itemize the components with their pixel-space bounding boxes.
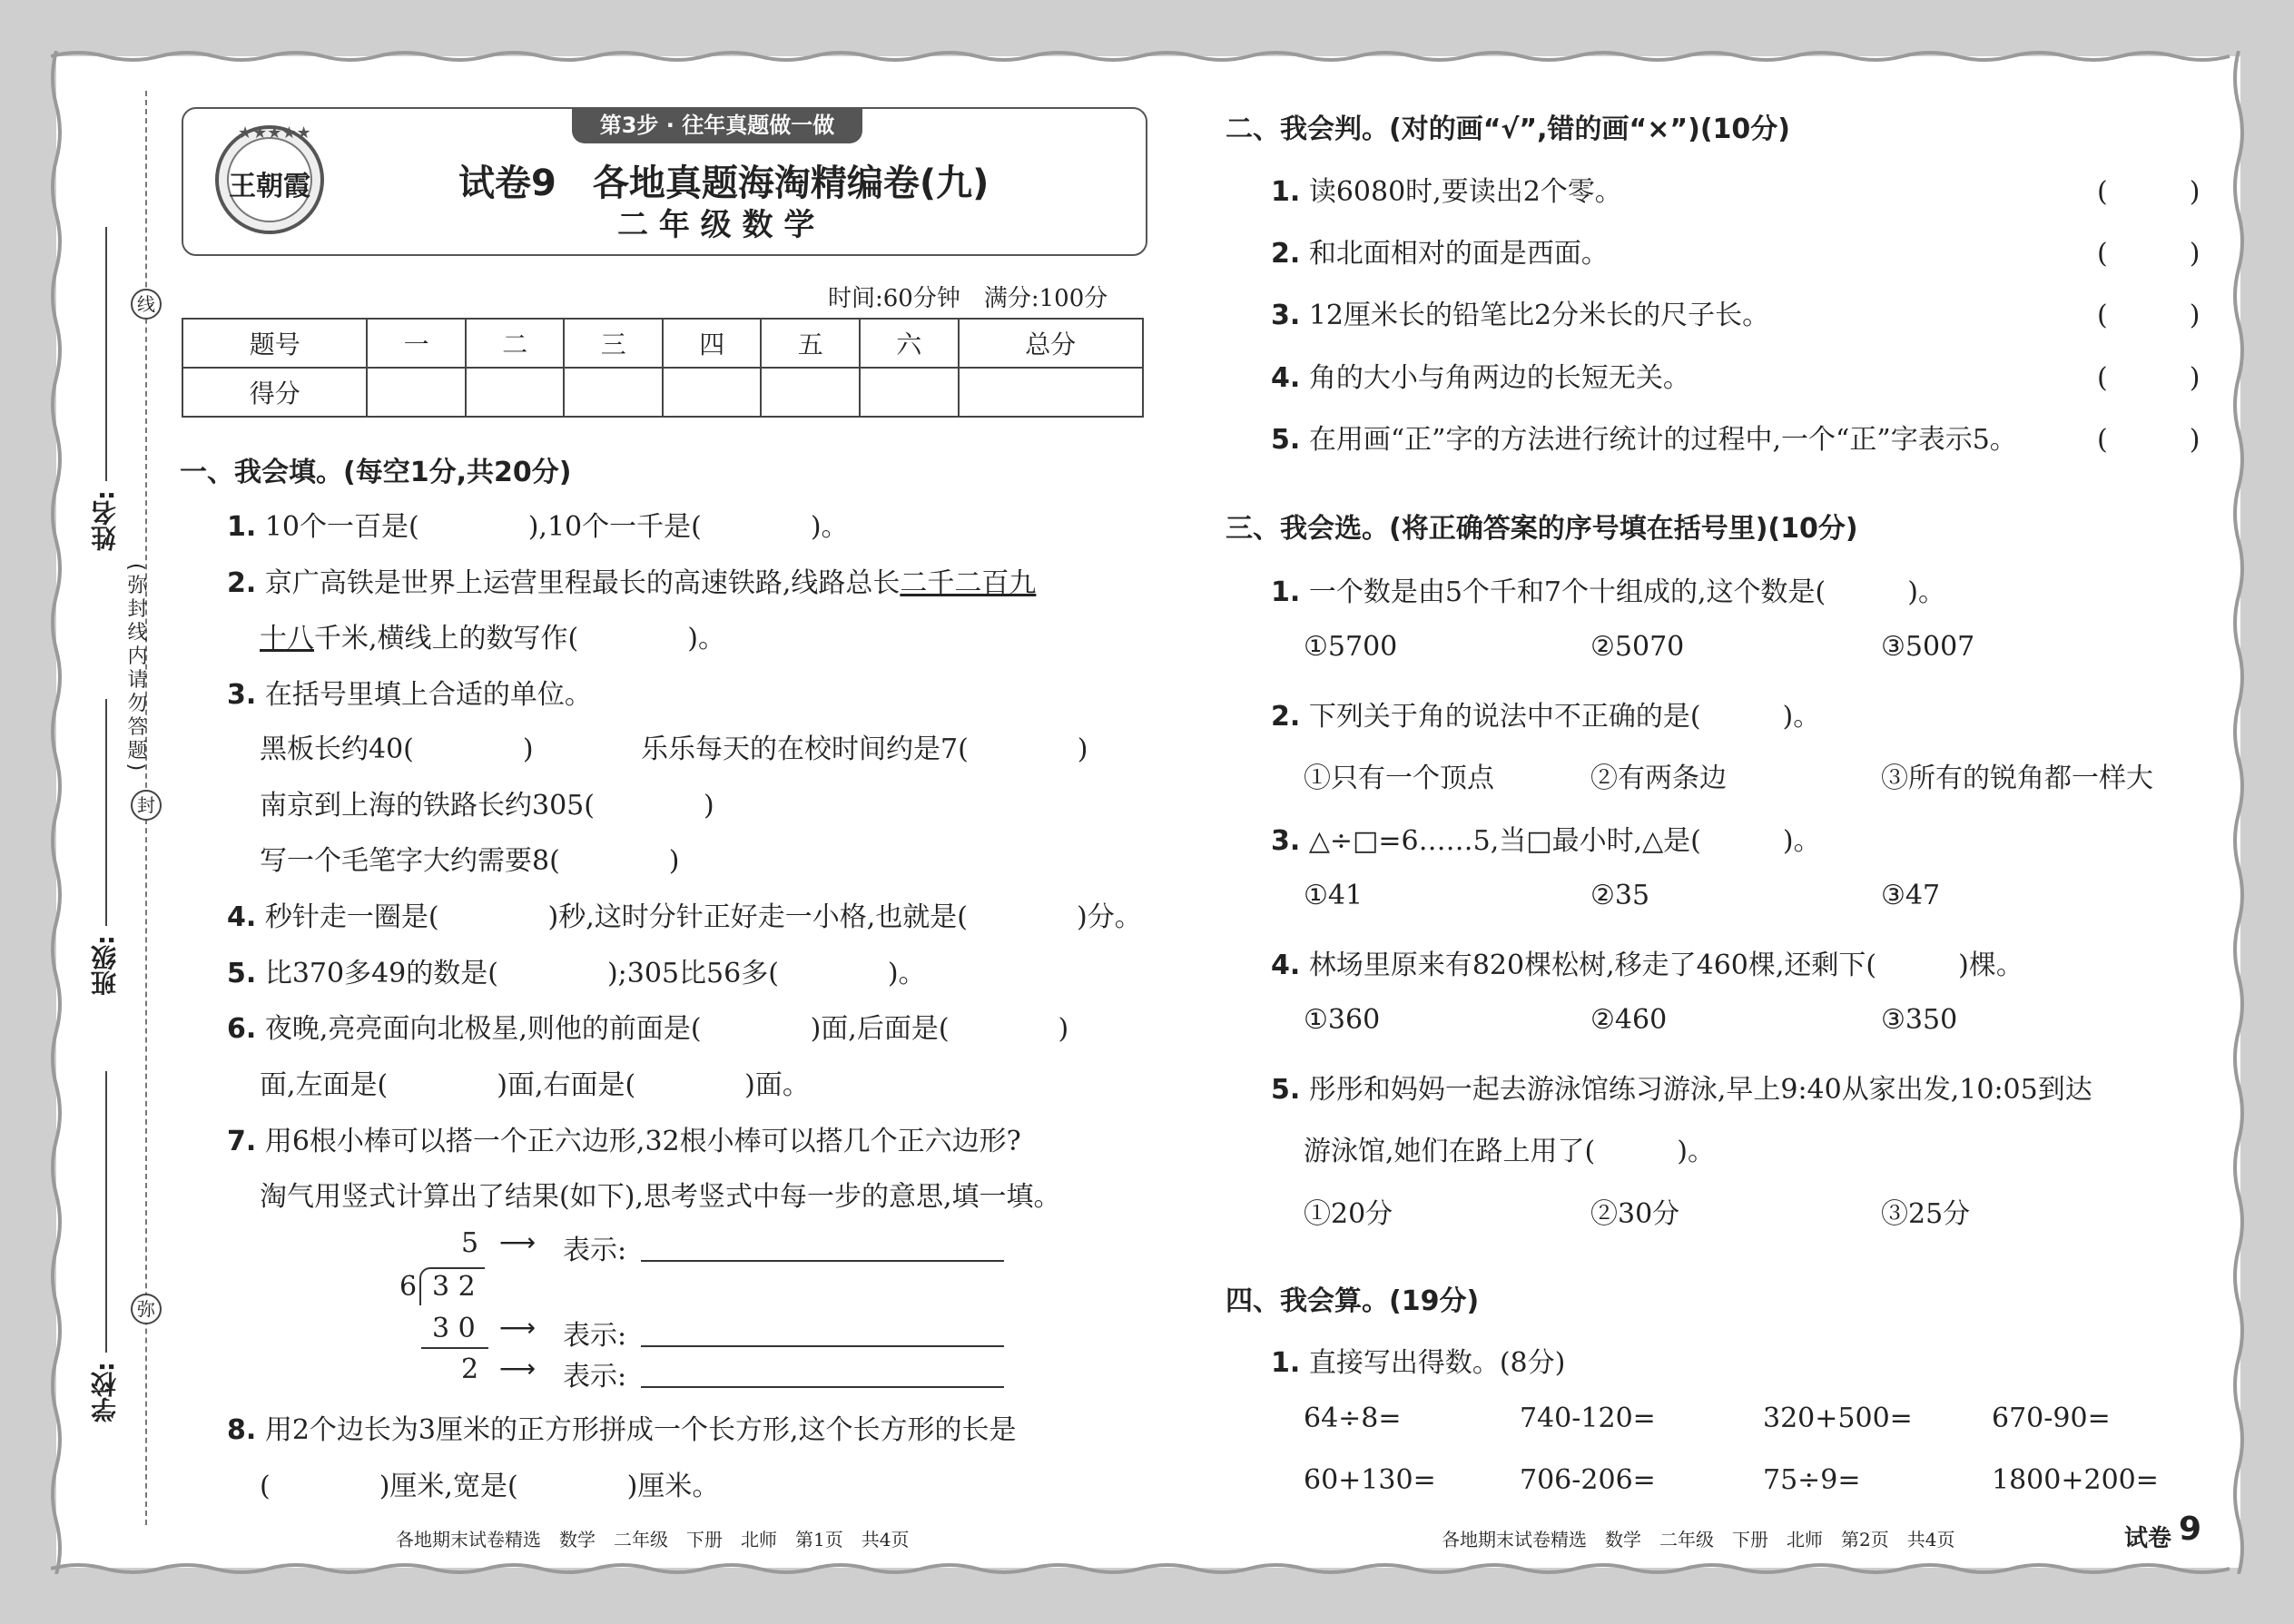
logo-text: 王朝霞 — [229, 171, 310, 202]
q1-3-a: 黑板长约40( ) — [260, 733, 534, 765]
meaning-label: 表示: — [563, 1320, 627, 1352]
option-text: 47 — [1905, 880, 1941, 911]
choice-option[interactable] — [1590, 631, 1684, 663]
calc-item[interactable]: 1800+200= — [1992, 1464, 2159, 1496]
score-table-score-row — [182, 368, 1143, 417]
choice-option[interactable] — [1590, 1004, 1667, 1036]
option-text: 360 — [1327, 1004, 1381, 1036]
question-text: 在用画“正”字的方法进行统计的过程中,一个“正”字表示5。 — [1308, 424, 2017, 456]
option-marker: ③ — [1881, 763, 1908, 794]
score-col-header: 三 — [564, 319, 663, 368]
question-text: 读6080时,要读出2个零。 — [1308, 176, 1622, 208]
choice-option[interactable] — [1590, 1191, 1679, 1231]
meaning-label: 表示: — [563, 1361, 627, 1393]
question-text: 夜晚,亮亮面向北极星,则他的前面是( )面,后面是( ) — [264, 1013, 1069, 1045]
question-text: 下列关于角的说法中不正确的是( )。 — [1308, 701, 1821, 733]
option-text: 41 — [1327, 880, 1364, 911]
question-number: 4. — [227, 901, 257, 933]
question-text: 林场里原来有820棵松树,移走了460棵,还剩下( )棵。 — [1308, 950, 2023, 981]
arrow-3: ⟶ — [499, 1353, 537, 1383]
class-label: 班级: — [90, 935, 120, 997]
choice-option[interactable] — [1304, 755, 1494, 795]
name-field[interactable] — [105, 227, 107, 481]
question-number: 2. — [1271, 238, 1301, 270]
section2-title: 二、我会判。(对的画“√”,错的画“×”)(10分) — [1226, 113, 1791, 145]
seal-mi-label: 弥 — [131, 1294, 162, 1324]
choice-option[interactable] — [1304, 631, 1397, 663]
step-badge: 第3步 · 往年真题做一做 — [572, 107, 862, 143]
question-number: 6. — [227, 1013, 257, 1045]
q1-5 — [227, 950, 926, 990]
score-col-header: 六 — [860, 319, 959, 368]
division-divisor: 6 — [399, 1271, 418, 1303]
choice-option[interactable] — [1881, 631, 1974, 663]
option-text: 5700 — [1327, 631, 1398, 663]
calc-item[interactable]: 670-90= — [1992, 1403, 2111, 1434]
question-text: 京广高铁是世界上运营里程最长的高速铁路,线路总长 — [264, 567, 901, 599]
score-col-header: 二 — [466, 319, 565, 368]
option-marker: ② — [1590, 1198, 1618, 1230]
calc-question — [1271, 1340, 1565, 1380]
calc-item[interactable]: 64÷8= — [1304, 1403, 1402, 1434]
q1-2 — [227, 560, 1036, 600]
judge-answer-blank[interactable]: ( ) — [2097, 362, 2200, 394]
option-marker: ② — [1590, 631, 1615, 663]
option-text: 只有一个顶点 — [1331, 763, 1494, 794]
q1-3-c: 南京到上海的铁路长约305( ) — [260, 790, 714, 822]
wavy-border-left — [49, 51, 64, 1574]
score-table — [182, 318, 1144, 418]
question-number: 3. — [227, 679, 257, 711]
q1-3-d: 写一个毛笔字大约需要8( ) — [260, 845, 680, 877]
option-marker: ① — [1304, 880, 1328, 911]
judge-answer-blank[interactable]: ( ) — [2097, 176, 2200, 208]
option-text: 30分 — [1618, 1198, 1680, 1230]
calc-item[interactable]: 75÷9= — [1763, 1464, 1861, 1496]
wavy-border-right — [2231, 51, 2246, 1574]
q1-6 — [227, 1006, 1068, 1046]
choice-option[interactable] — [1304, 880, 1363, 911]
judge-item — [1271, 417, 2017, 457]
question-number: 3. — [1271, 300, 1301, 331]
score-cell[interactable] — [663, 368, 762, 417]
question-number: 3. — [1271, 825, 1301, 857]
judge-answer-blank[interactable]: ( ) — [2097, 300, 2200, 331]
question-text: 在括号里填上合适的单位。 — [264, 679, 592, 711]
choice-item — [1271, 942, 2023, 982]
question-text: 秒针走一圈是( )秒,这时分针正好走一小格,也就是( )分。 — [264, 901, 1142, 933]
question-text: 和北面相对的面是西面。 — [1308, 238, 1609, 270]
question-number: 5. — [227, 958, 257, 989]
option-text: 460 — [1614, 1004, 1668, 1036]
meaning-label: 表示: — [563, 1235, 627, 1266]
calc-item[interactable]: 706-206= — [1520, 1464, 1656, 1496]
question-number: 1. — [1271, 176, 1301, 208]
question-text: 彤彤和妈妈一起去游泳馆练习游泳,早上9:40从家出发,10:05到达 — [1308, 1074, 2092, 1106]
calc-item[interactable]: 60+130= — [1304, 1464, 1436, 1496]
option-text: 所有的锐角都一样大 — [1908, 763, 2153, 794]
division-product: 3 0 — [432, 1313, 476, 1344]
brand-logo — [202, 118, 338, 236]
question-number: 5. — [1271, 424, 1301, 456]
judge-item — [1271, 355, 1690, 395]
choice-item — [1271, 1067, 2092, 1107]
option-marker: ② — [1590, 880, 1615, 911]
score-cell[interactable] — [860, 368, 959, 417]
question-number: 2. — [227, 567, 257, 599]
division-rule — [421, 1347, 488, 1349]
class-field[interactable] — [105, 699, 107, 926]
question-text: 一个数是由5个千和7个十组成的,这个数是( )。 — [1308, 576, 1945, 608]
q1-3 — [227, 672, 592, 712]
option-text: 5070 — [1614, 631, 1685, 663]
choice-option[interactable] — [1304, 1191, 1393, 1231]
section3-title: 三、我会选。(将正确答案的序号填在括号里)(10分) — [1226, 513, 1858, 545]
arrow-2: ⟶ — [499, 1313, 537, 1343]
score-col-header: 总分 — [959, 319, 1143, 368]
footer-left: 各地期末试卷精选 数学 二年级 下册 北师 第1页 共4页 — [396, 1529, 910, 1550]
question-number: 4. — [1271, 950, 1301, 981]
choice-option[interactable] — [1881, 1004, 1957, 1036]
option-marker: ② — [1590, 1004, 1615, 1036]
school-field[interactable] — [105, 1071, 107, 1353]
score-col-header: 一 — [367, 319, 466, 368]
wavy-border-bottom — [51, 1561, 2246, 1576]
division-quotient: 5 — [461, 1227, 479, 1259]
question-number: 4. — [1271, 362, 1301, 394]
q1-8 — [227, 1407, 1017, 1447]
time-info: 时间:60分钟 满分:100分 — [828, 285, 1108, 312]
judge-item — [1271, 292, 1769, 332]
option-marker: ① — [1304, 763, 1331, 794]
footer-right: 各地期末试卷精选 数学 二年级 下册 北师 第2页 共4页 — [1442, 1529, 1955, 1550]
meaning-input-1[interactable] — [641, 1260, 1004, 1262]
option-marker: ① — [1304, 1004, 1328, 1036]
choice-item — [1271, 818, 1821, 858]
choice-item — [1271, 694, 1820, 733]
choice-option[interactable] — [1881, 880, 1940, 911]
option-marker: ③ — [1881, 1198, 1908, 1230]
option-marker: ③ — [1881, 631, 1905, 663]
option-marker: ① — [1304, 1198, 1331, 1230]
question-number: 5. — [1271, 1074, 1301, 1106]
q1-1 — [227, 504, 849, 544]
option-text: 25分 — [1908, 1198, 1971, 1230]
division-dividend: 3 2 — [432, 1271, 476, 1303]
question-text: 直接写出得数。(8分) — [1308, 1347, 1566, 1379]
underlined-text: 二千二百九 — [900, 567, 1037, 599]
q1-8-line2: ( )厘米,宽是( )厘米。 — [260, 1471, 720, 1502]
choice-option[interactable] — [1881, 1191, 1970, 1231]
division-remainder: 2 — [461, 1353, 479, 1385]
question-text: 用2个边长为3厘米的正方形拼成一个长方形,这个长方形的长是 — [264, 1414, 1017, 1446]
question-number: 1. — [1271, 576, 1301, 608]
calc-item[interactable]: 740-120= — [1520, 1403, 1656, 1434]
section1-title: 一、我会填。(每空1分,共20分) — [180, 457, 572, 488]
choice-item-line2: 游泳馆,她们在路上用了( )。 — [1304, 1136, 1715, 1167]
score-cell[interactable] — [367, 368, 466, 417]
q1-3-b: 乐乐每天的在校时间约是7( ) — [641, 733, 1088, 765]
name-label: 姓名: — [90, 490, 120, 552]
option-marker: ① — [1304, 631, 1328, 663]
score-col-header: 题号 — [182, 319, 367, 368]
option-marker: ③ — [1881, 880, 1905, 911]
choice-option[interactable] — [1304, 1004, 1380, 1036]
option-text: 有两条边 — [1618, 763, 1727, 794]
judge-item — [1271, 231, 1609, 271]
question-text: 10个一百是( ),10个一千是( )。 — [264, 511, 849, 543]
score-cell[interactable] — [466, 368, 565, 417]
section4-title: 四、我会算。(19分) — [1226, 1285, 1480, 1317]
seal-feng-label: 封 — [131, 790, 162, 821]
exam-title: 试卷9 各地真题海淘精编卷(九) — [458, 162, 989, 204]
question-text: 比370多49的数是( );305比56多( )。 — [264, 958, 926, 989]
question-text: △÷□=6……5,当□最小时,△是( )。 — [1308, 825, 1821, 857]
score-col-header: 五 — [761, 319, 860, 368]
question-text: 12厘米长的铅笔比2分米长的尺子长。 — [1308, 300, 1770, 331]
question-number: 1. — [1271, 1347, 1301, 1379]
choice-option[interactable] — [1881, 755, 2153, 795]
underlined-text: 十八 — [260, 623, 314, 655]
option-marker: ② — [1590, 763, 1618, 794]
svg-text:★★★★★: ★★★★★ — [238, 123, 311, 143]
q1-7 — [227, 1118, 1021, 1158]
question-text: 千米,横线上的数写作( )。 — [314, 623, 725, 655]
score-row-label: 得分 — [182, 368, 367, 417]
seal-line-label: 线 — [131, 289, 162, 320]
judge-answer-blank[interactable]: ( ) — [2097, 424, 2200, 456]
choice-option[interactable] — [1590, 755, 1727, 795]
score-cell[interactable] — [761, 368, 860, 417]
score-col-header: 四 — [663, 319, 762, 368]
question-number: 2. — [1271, 701, 1301, 733]
paper-number: 9 — [2179, 1511, 2202, 1548]
score-cell[interactable] — [959, 368, 1143, 417]
choice-item — [1271, 569, 1945, 609]
choice-option[interactable] — [1590, 880, 1649, 911]
score-table-header-row — [182, 319, 1143, 368]
score-cell[interactable] — [564, 368, 663, 417]
option-text: 350 — [1905, 1004, 1958, 1036]
question-number: 8. — [227, 1414, 257, 1446]
wavy-border-top — [51, 49, 2246, 64]
question-text: 角的大小与角两边的长短无关。 — [1308, 362, 1690, 394]
q1-6-line2: 面,左面是( )面,右面是( )面。 — [260, 1069, 810, 1101]
question-number: 1. — [227, 511, 257, 543]
meaning-input-3[interactable] — [641, 1386, 1004, 1388]
paper-label: 试卷 — [2124, 1525, 2172, 1552]
q1-4 — [227, 894, 1142, 934]
option-text: 5007 — [1905, 631, 1975, 663]
arrow-1: ⟶ — [499, 1227, 537, 1257]
meaning-input-2[interactable] — [641, 1345, 1004, 1347]
q1-2-line2 — [260, 615, 725, 655]
judge-answer-blank[interactable]: ( ) — [2097, 238, 2200, 270]
option-text: 35 — [1614, 880, 1650, 911]
calc-item[interactable]: 320+500= — [1763, 1403, 1913, 1434]
question-text: 用6根小棒可以搭一个正六边形,32根小棒可以搭几个正六边形? — [264, 1126, 1021, 1157]
judge-item — [1271, 169, 1622, 209]
option-text: 20分 — [1331, 1198, 1393, 1230]
seal-warning: (弥封线内请勿答题) — [124, 563, 147, 775]
exam-subtitle: 二 年 级 数 学 — [617, 207, 815, 243]
option-marker: ③ — [1881, 1004, 1905, 1036]
school-label: 学校: — [90, 1362, 120, 1423]
question-number: 7. — [227, 1126, 257, 1157]
q1-7-line2: 淘气用竖式计算出了结果(如下),思考竖式中每一步的意思,填一填。 — [260, 1181, 1061, 1213]
